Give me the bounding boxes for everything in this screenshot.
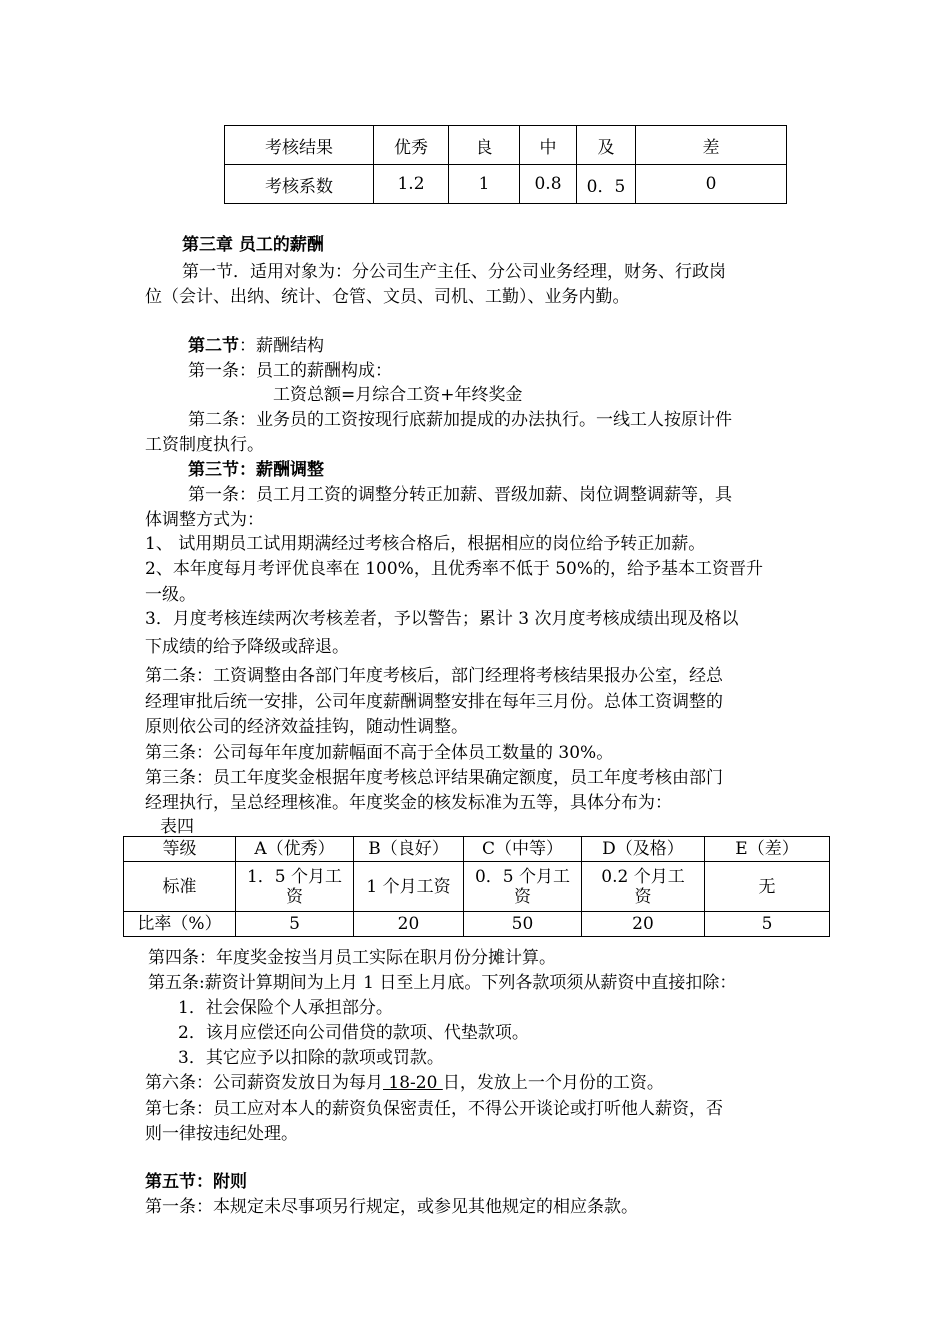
table-caption: 表四 xyxy=(160,817,194,837)
paragraph-line: 第一节．适用对象为：分公司生产主任、分公司业务经理，财务、行政岗 xyxy=(182,262,726,282)
cell-line: 0.2 个月工 xyxy=(601,866,685,887)
table-cell: 考核结果 xyxy=(225,126,374,165)
table-cell: B（良好） xyxy=(354,837,464,862)
text-segment: 第六条：公司薪资发放日为每月 xyxy=(145,1073,383,1093)
table-cell xyxy=(582,862,705,912)
table-cell: 0．5 xyxy=(577,165,636,204)
table-cell: 优秀 xyxy=(374,126,449,165)
table-row xyxy=(124,837,830,862)
paragraph-line: 第一条：员工的薪酬构成： xyxy=(188,361,392,381)
paragraph-line: 经理审批后统一安排，公司年度薪酬调整安排在每年三月份。总体工资调整的 xyxy=(145,692,723,712)
table-row xyxy=(124,862,830,912)
table-cell: D（及格） xyxy=(582,837,705,862)
paragraph-line: 体调整方式为： xyxy=(145,510,264,530)
section-heading-label: 第二节 xyxy=(188,336,239,356)
paragraph-line: 经理执行，呈总经理核准。年度奖金的核发标准为五等，具体分布为： xyxy=(145,793,672,813)
table-cell xyxy=(464,862,582,912)
paragraph-line: 第二条：业务员的工资按现行底薪加提成的办法执行。一线工人按原计件 xyxy=(188,410,732,430)
table-cell: 及 xyxy=(577,126,636,165)
table-row xyxy=(225,126,787,165)
cell-line: 1．5 个月工 xyxy=(246,866,343,887)
table-cell: 差 xyxy=(636,126,787,165)
list-item: 1．社会保险个人承担部分。 xyxy=(178,998,393,1018)
assessment-coefficient-table xyxy=(224,125,787,204)
pay-days: 18-20 xyxy=(383,1073,443,1093)
table-cell: 5 xyxy=(236,912,354,937)
paragraph-line: 位（会计、出纳、统计、仓管、文员、司机、工勤）、业务内勤。 xyxy=(145,287,630,307)
table-cell: 中 xyxy=(520,126,577,165)
paragraph-line: 第一条：员工月工资的调整分转正加薪、晋级加薪、岗位调整调薪等，具 xyxy=(188,485,732,505)
table-cell: 1 个月工资 xyxy=(354,862,464,912)
list-item: 3．其它应予以扣除的款项或罚款。 xyxy=(178,1048,444,1068)
table-cell: 0.8 xyxy=(520,165,577,204)
table-cell: 比率（%） xyxy=(124,912,236,937)
section-heading: 第五节：附则 xyxy=(145,1172,247,1192)
section-heading-text: ：薪酬结构 xyxy=(239,336,324,356)
section-heading: 第三节：薪酬调整 xyxy=(188,460,324,480)
table-cell: 1 xyxy=(449,165,520,204)
table-cell: 良 xyxy=(449,126,520,165)
section-heading xyxy=(188,331,324,356)
cell-line: 资 xyxy=(286,886,303,907)
table-cell: 1.2 xyxy=(374,165,449,204)
list-item: 1、 试用期员工试用期满经过考核合格后，根据相应的岗位给予转正加薪。 xyxy=(145,534,706,554)
table-cell: 0 xyxy=(636,165,787,204)
cell-line: 0．5 个月工 xyxy=(474,866,571,887)
table-cell: 等级 xyxy=(124,837,236,862)
table-cell: E（差） xyxy=(705,837,830,862)
table-cell: C（中等） xyxy=(464,837,582,862)
paragraph-line: 第一条：本规定未尽事项另行规定，或参见其他规定的相应条款。 xyxy=(145,1197,638,1217)
paragraph-line: 第三条：公司每年年度加薪幅面不高于全体员工数量的 30%。 xyxy=(145,743,614,763)
list-item: 一级。 xyxy=(145,585,196,605)
list-item: 下成绩的给予降级或辞退。 xyxy=(145,637,349,657)
chapter-title: 第三章 员工的薪酬 xyxy=(182,235,324,255)
table-row xyxy=(124,912,830,937)
table-row xyxy=(225,165,787,204)
list-item: 2、本年度每月考评优良率在 100%，且优秀率不低于 50%的，给予基本工资晋升 xyxy=(145,559,764,579)
paragraph-line: 原则依公司的经济效益挂钩，随动性调整。 xyxy=(145,717,468,737)
paragraph-line xyxy=(145,1068,664,1093)
table-cell: 5 xyxy=(705,912,830,937)
text-segment: 日，发放上一个月份的工资。 xyxy=(442,1073,664,1093)
paragraph-line: 第三条：员工年度奖金根据年度考核总评结果确定额度，员工年度考核由部门 xyxy=(145,768,723,788)
paragraph-line: 第五条:薪资计算期间为上月 1 日至上月底。下列各款项须从薪资中直接扣除： xyxy=(148,973,737,993)
paragraph-line: 工资制度执行。 xyxy=(145,435,264,455)
table-cell: A（优秀） xyxy=(236,837,354,862)
table-cell: 标准 xyxy=(124,862,236,912)
list-item: 2．该月应偿还向公司借贷的款项、代垫款项。 xyxy=(178,1023,529,1043)
table-cell: 考核系数 xyxy=(225,165,374,204)
table-cell: 无 xyxy=(705,862,830,912)
table-cell: 20 xyxy=(354,912,464,937)
paragraph-line: 第二条：工资调整由各部门年度考核后，部门经理将考核结果报办公室，经总 xyxy=(145,666,723,686)
table-cell xyxy=(236,862,354,912)
bonus-grade-table xyxy=(123,836,830,937)
list-item: 3．月度考核连续两次考核差者，予以警告；累计 3 次月度考核成绩出现及格以 xyxy=(145,609,739,629)
cell-line: 资 xyxy=(514,886,531,907)
paragraph-line: 第四条：年度奖金按当月员工实际在职月份分摊计算。 xyxy=(148,948,556,968)
paragraph-line: 第七条：员工应对本人的薪资负保密责任，不得公开谈论或打听他人薪资，否 xyxy=(145,1099,723,1119)
cell-line: 资 xyxy=(634,886,652,907)
salary-formula: 工资总额=月综合工资+年终奖金 xyxy=(273,385,523,405)
table-cell: 20 xyxy=(582,912,705,937)
paragraph-line: 则一律按违纪处理。 xyxy=(145,1124,298,1144)
table-cell: 50 xyxy=(464,912,582,937)
